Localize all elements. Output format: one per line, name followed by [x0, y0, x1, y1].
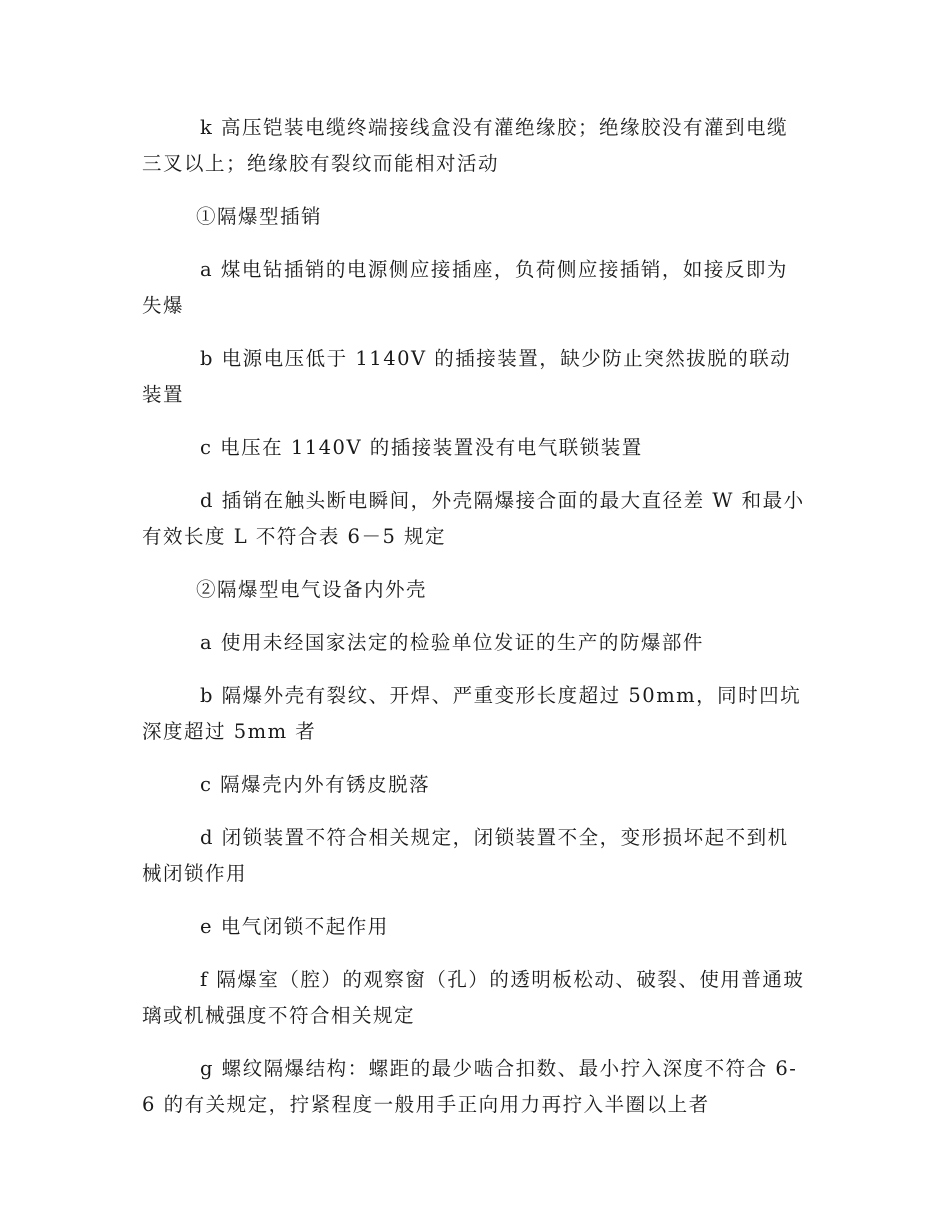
paragraph-b-cracks: b 隔爆外壳有裂纹、开焊、严重变形长度超过 50mm，同时凹坑深度超过 5mm 者 [142, 684, 802, 743]
paragraph-d-locking: d 闭锁装置不符合相关规定，闭锁装置不全，变形损坏起不到机械闭锁作用 [142, 826, 789, 885]
paragraph-d-plug-contact: d 插销在触头断电瞬间，外壳隔爆接合面的最大直径差 W 和最小有效长度 L 不符合表 6－5 规定 [142, 489, 805, 548]
document-body [142, 110, 808, 1140]
paragraph-c-rust: c 隔爆壳内外有锈皮脱落 [200, 773, 431, 796]
paragraph-a-parts: a 使用未经国家法定的检验单位发证的生产的防爆部件 [200, 631, 704, 654]
section-heading-explosion-proof-plug: ①隔爆型插销 [196, 205, 323, 228]
paragraph-a-drill-plug: a 煤电钻插销的电源侧应接插座，负荷侧应接插销，如接反即为失爆 [142, 258, 788, 317]
paragraph-f-window: f 隔爆室（腔）的观察窗（孔）的透明板松动、破裂、使用普通玻璃或机械强度不符合相关规定 [142, 968, 805, 1027]
section-heading-enclosure: ②隔爆型电气设备内外壳 [196, 578, 428, 601]
paragraph-b-supply-voltage: b 电源电压低于 1140V 的插接装置，缺少防止突然拔脱的联动装置 [142, 347, 792, 406]
paragraph-e-electric-lock: e 电气闭锁不起作用 [200, 915, 389, 938]
paragraph-c-voltage-1140v: c 电压在 1140V 的插接装置没有电气联锁装置 [200, 436, 643, 459]
paragraph-k-cable-terminal: k 高压铠装电缆终端接线盒没有灌绝缘胶；绝缘胶没有灌到电缆三叉以上；绝缘胶有裂纹而能相对活动 [142, 116, 789, 175]
paragraph-g-thread: g 螺纹隔爆结构：螺距的最少啮合扣数、最小拧入深度不符合 6-6 的有关规定，拧紧程度一般用手正向用力再拧入半圈以上者 [142, 1057, 798, 1116]
